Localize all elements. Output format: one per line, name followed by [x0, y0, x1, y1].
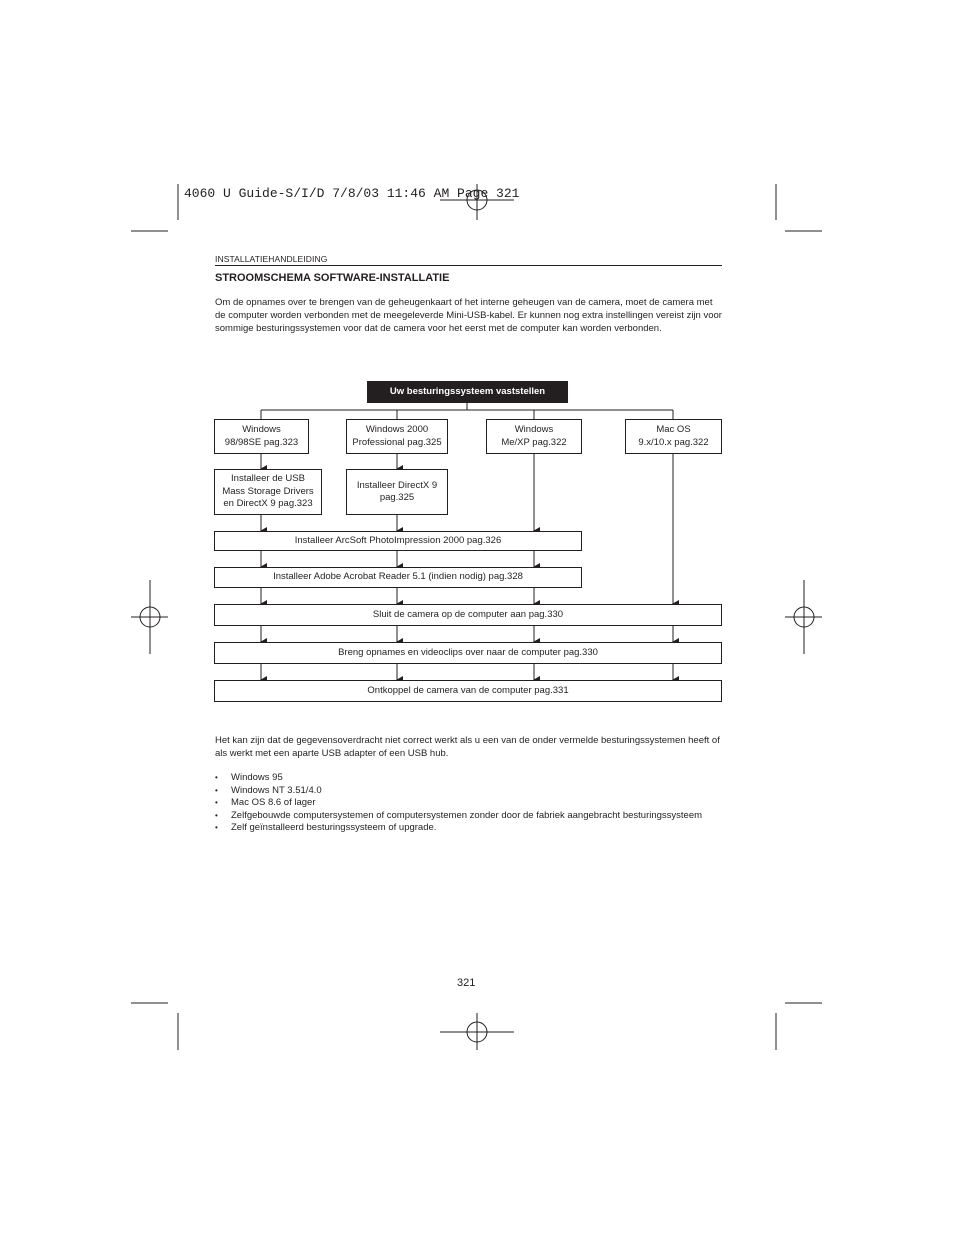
intro-paragraph: Om de opnames over te brengen van de geheugenkaart of het interne geheugen van de camera, moet de camera met de computer worden verbonden met de meegeleverde Mini-USB-kabel. Er kunnen nog extra instellingen vereist zijn voor sommige besturingssystemen voor dat de camera voor het eerst met de computer kan worden verbonden. [215, 297, 722, 334]
acrobat-box [214, 567, 582, 588]
print-slug: 4060 U Guide-S/I/D 7/8/03 11:46 AM Page 321 [184, 186, 520, 201]
os-warning-list [215, 772, 715, 835]
os-label-win98: Windows 98/98SE pag.323 [224, 424, 299, 448]
page-title: STROOMSCHEMA SOFTWARE-INSTALLATIE [215, 272, 450, 284]
photoimpression-box [214, 531, 582, 551]
os-label-winmexp: Windows Me/XP pag.322 [501, 424, 567, 448]
list-item: • Mac OS 8.6 of lager [215, 797, 715, 810]
list-item: • Zelfgebouwde computersystemen of computersystemen zonder door de fabriek aangebracht besturingssysteem [215, 810, 715, 823]
install-usb-box [214, 469, 322, 515]
transfer-label: Breng opnames en videoclips over naar de computer pag.330 [338, 646, 598, 658]
transfer-box [214, 642, 722, 664]
disconnect-label: Ontkoppel de camera van de computer pag.331 [367, 684, 569, 696]
os-box-winmexp [486, 419, 582, 454]
section-label: INSTALLATIEHANDLEIDING [215, 254, 328, 264]
flow-header-label: Uw besturingssysteem vaststellen [389, 385, 546, 397]
header-rule [215, 265, 722, 266]
list-item: • Windows NT 3.51/4.0 [215, 785, 715, 798]
os-box-win2000 [346, 419, 448, 454]
install-directx-label: Installeer DirectX 9 pag.325 [356, 479, 438, 503]
install-directx-box [346, 469, 448, 515]
connect-box [214, 604, 722, 626]
os-box-macos [625, 419, 722, 454]
flow-header-box [367, 381, 568, 403]
acrobat-label: Installeer Adobe Acrobat Reader 5.1 (indien nodig) pag.328 [273, 571, 523, 583]
os-box-win98 [214, 419, 309, 454]
os-label-macos: Mac OS 9.x/10.x pag.322 [638, 424, 709, 448]
note-paragraph: Het kan zijn dat de gegevensoverdracht niet correct werkt als u een van de onder vermelde besturingssystemen heeft of als werkt met een aparte USB adapter of een USB hub. [215, 735, 720, 759]
page-number: 321 [457, 977, 476, 989]
install-usb-label: Installeer de USB Mass Storage Drivers en DirectX 9 pag.323 [222, 473, 314, 510]
connect-label: Sluit de camera op de computer aan pag.330 [372, 608, 564, 620]
os-label-win2000: Windows 2000 Professional pag.325 [352, 424, 442, 448]
list-item: • Windows 95 [215, 772, 715, 785]
list-item: • Zelf geïnstalleerd besturingssysteem of upgrade. [215, 822, 715, 835]
disconnect-box [214, 680, 722, 702]
photoimpression-label: Installeer ArcSoft PhotoImpression 2000 pag.326 [294, 534, 502, 546]
